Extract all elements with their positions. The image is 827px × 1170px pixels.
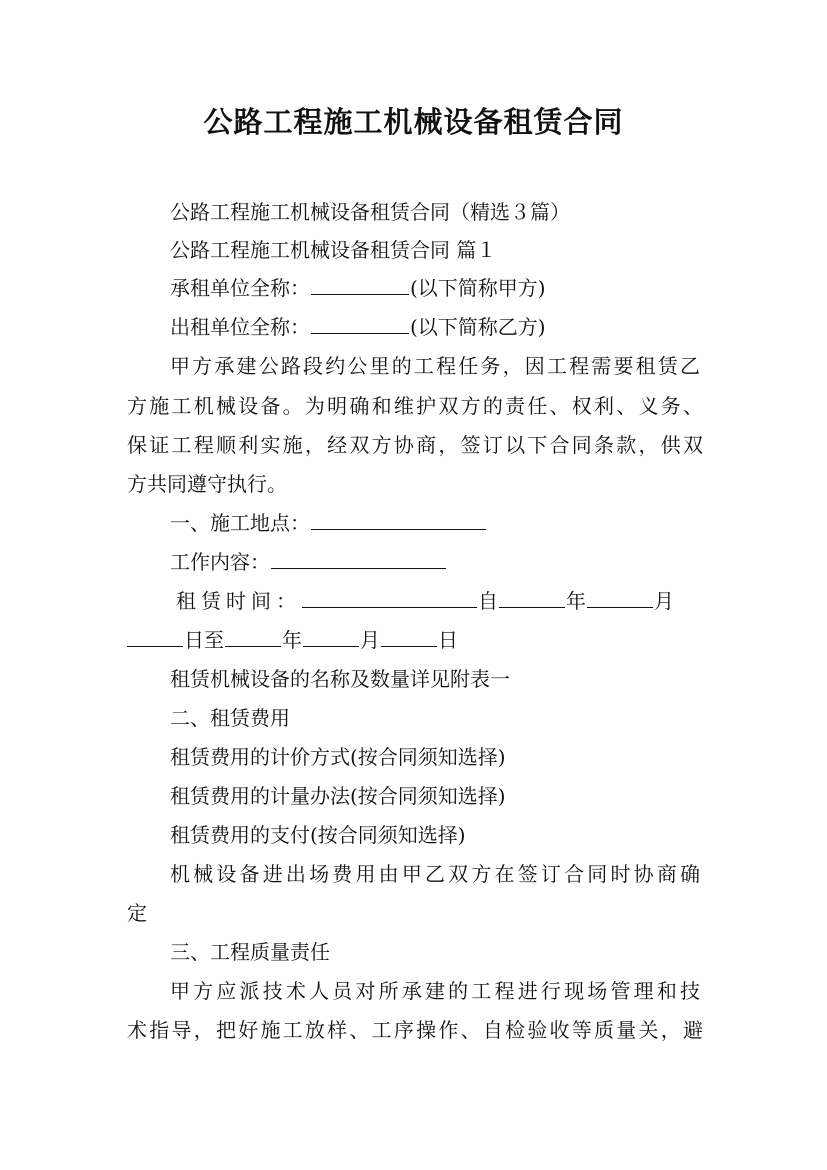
start-year-blank — [499, 587, 565, 608]
rental-period-label: 租赁时间： — [176, 589, 301, 613]
lessee-note: (以下简称甲方) — [410, 276, 546, 300]
paragraph-line: 租赁费用的计量办法(按合同须知选择) — [170, 784, 506, 808]
year-label: 年 — [566, 589, 586, 613]
work-content-blank — [271, 548, 446, 569]
paragraph-line: 租赁费用的支付(按合同须知选择) — [170, 823, 466, 847]
section-heading: 二、租赁费用 — [170, 706, 290, 730]
lessee-line — [170, 274, 546, 302]
start-day-blank — [127, 626, 183, 647]
site-line — [170, 509, 487, 537]
to-label: 日至 — [184, 628, 224, 652]
paragraph-line: 术指导，把好施工放样、工序操作、自检验收等质量关，避 — [127, 1018, 703, 1042]
work-content-label: 工作内容： — [170, 550, 270, 574]
site-label: 一、施工地点： — [170, 511, 310, 535]
paragraph-line: 保证工程顺利实施，经双方协商，签订以下合同条款，供双 — [127, 433, 703, 457]
year-label: 年 — [282, 628, 302, 652]
work-content-line — [170, 548, 447, 576]
document-title: 公路工程施工机械设备租赁合同 — [203, 105, 624, 139]
lessor-note: (以下简称乙方) — [410, 315, 546, 339]
lessee-blank — [311, 274, 409, 295]
end-year-blank — [225, 626, 281, 647]
lessor-blank — [311, 313, 409, 334]
section-heading: 三、工程质量责任 — [170, 940, 330, 964]
end-day-blank — [381, 626, 437, 647]
rental-period-line-2 — [127, 626, 458, 654]
paragraph-line: 机械设备进出场费用由甲乙双方在签订合同时协商确 — [170, 862, 700, 886]
from-label: 自 — [478, 589, 498, 613]
subtitle-line: 公路工程施工机械设备租赁合同（精选３篇） — [170, 200, 570, 224]
day-label: 日 — [438, 628, 458, 652]
paragraph-line: 方共同遵守执行。 — [127, 472, 287, 496]
paragraph-line: 定 — [127, 901, 147, 925]
lessee-label: 承租单位全称： — [170, 276, 310, 300]
lessor-label: 出租单位全称： — [170, 315, 310, 339]
month-label: 月 — [654, 589, 674, 613]
lessor-line — [170, 313, 546, 341]
paragraph-line: 租赁费用的计价方式(按合同须知选择) — [170, 745, 506, 769]
paragraph-line: 甲方应派技术人员对所承建的工程进行现场管理和技 — [170, 979, 700, 1003]
paragraph-line: 甲方承建公路段约公里的工程任务，因工程需要租赁乙 — [170, 354, 700, 378]
end-month-blank — [303, 626, 359, 647]
site-blank — [311, 509, 486, 530]
paragraph-line: 租赁机械设备的名称及数量详见附表一 — [170, 667, 510, 691]
section-heading: 公路工程施工机械设备租赁合同 篇１ — [170, 238, 497, 262]
month-label: 月 — [360, 628, 380, 652]
paragraph-line: 方施工机械设备。为明确和维护双方的责任、权利、义务、 — [127, 394, 703, 418]
start-month-blank — [587, 587, 653, 608]
rental-period-line — [176, 587, 674, 615]
rental-period-blank — [302, 587, 477, 608]
